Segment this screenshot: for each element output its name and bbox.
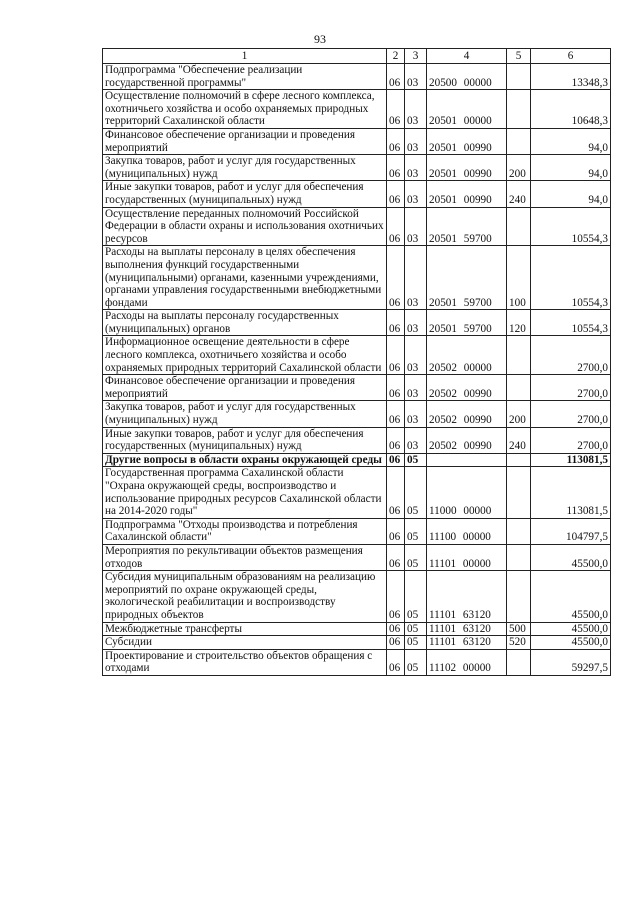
row-target-article: 20501 59700 — [427, 310, 507, 336]
row-expense-type: 200 — [507, 401, 531, 427]
row-target-article: 11101 63120 — [427, 622, 507, 636]
table-row — [103, 310, 611, 336]
row-name: Расходы на выплаты персоналу в целях обеспечения выполнения функций государственными (муниципальными) органами, казенными учреждениями, органами управления государственными внебюджетными фондами — [103, 246, 387, 310]
row-subsection-code: 03 — [405, 155, 427, 181]
row-section-code: 06 — [387, 155, 405, 181]
row-target-article: 11100 00000 — [427, 518, 507, 544]
row-section-code: 06 — [387, 64, 405, 90]
row-subsection-code: 03 — [405, 128, 427, 154]
row-section-code: 06 — [387, 427, 405, 453]
row-subsection-code: 03 — [405, 375, 427, 401]
row-amount: 10648,3 — [531, 90, 611, 129]
row-expense-type — [507, 518, 531, 544]
row-name: Осуществление переданных полномочий Российской Федерации в области охраны и использования охотничьих ресурсов — [103, 207, 387, 246]
row-section-code: 06 — [387, 544, 405, 570]
row-subsection-code: 05 — [405, 571, 427, 622]
table-row — [103, 401, 611, 427]
row-expense-type: 500 — [507, 622, 531, 636]
row-name: Закупка товаров, работ и услуг для государственных (муниципальных) нужд — [103, 155, 387, 181]
row-subsection-code: 05 — [405, 649, 427, 675]
table-row — [103, 544, 611, 570]
page-number: 93 — [314, 32, 326, 46]
row-target-article: 20501 59700 — [427, 246, 507, 310]
table-row — [103, 90, 611, 129]
row-name: Субсидии — [103, 636, 387, 650]
row-subsection-code: 05 — [405, 518, 427, 544]
row-target-article: 20500 00000 — [427, 64, 507, 90]
row-amount: 2700,0 — [531, 375, 611, 401]
row-amount: 45500,0 — [531, 544, 611, 570]
row-amount: 10554,3 — [531, 246, 611, 310]
row-section-code: 06 — [387, 90, 405, 129]
row-name: Другие вопросы в области охраны окружающей среды — [103, 453, 387, 467]
row-section-code: 06 — [387, 453, 405, 467]
row-subsection-code: 03 — [405, 207, 427, 246]
header-col-4: 4 — [427, 49, 507, 64]
row-section-code: 06 — [387, 128, 405, 154]
row-subsection-code: 03 — [405, 64, 427, 90]
row-amount: 10554,3 — [531, 207, 611, 246]
row-name: Государственная программа Сахалинской области "Охрана окружающей среды, воспроизводство и использование природных ресурсов Сахалинской области на 2014-2020 годы" — [103, 467, 387, 518]
row-section-code: 06 — [387, 375, 405, 401]
row-target-article: 11000 00000 — [427, 467, 507, 518]
table-row — [103, 453, 611, 467]
row-amount: 113081,5 — [531, 453, 611, 467]
row-expense-type — [507, 571, 531, 622]
row-section-code: 06 — [387, 467, 405, 518]
row-name: Межбюджетные трансферты — [103, 622, 387, 636]
header-col-3: 3 — [405, 49, 427, 64]
row-expense-type — [507, 453, 531, 467]
row-expense-type — [507, 128, 531, 154]
table-row — [103, 518, 611, 544]
table-row — [103, 181, 611, 207]
row-expense-type — [507, 90, 531, 129]
row-amount: 94,0 — [531, 128, 611, 154]
row-target-article: 11101 63120 — [427, 571, 507, 622]
budget-table — [102, 48, 611, 676]
table-row — [103, 64, 611, 90]
table-row — [103, 467, 611, 518]
table-header-row — [103, 49, 611, 64]
row-amount: 104797,5 — [531, 518, 611, 544]
row-expense-type — [507, 336, 531, 375]
row-section-code: 06 — [387, 649, 405, 675]
row-amount: 10554,3 — [531, 310, 611, 336]
header-col-2: 2 — [387, 49, 405, 64]
row-subsection-code: 05 — [405, 453, 427, 467]
row-target-article: 20501 59700 — [427, 207, 507, 246]
table-row — [103, 375, 611, 401]
row-expense-type — [507, 467, 531, 518]
row-subsection-code: 03 — [405, 310, 427, 336]
row-section-code: 06 — [387, 636, 405, 650]
table-row — [103, 649, 611, 675]
row-section-code: 06 — [387, 207, 405, 246]
table-row — [103, 207, 611, 246]
row-expense-type: 240 — [507, 181, 531, 207]
row-target-article: 20502 00000 — [427, 336, 507, 375]
row-amount: 113081,5 — [531, 467, 611, 518]
row-section-code: 06 — [387, 246, 405, 310]
table-row — [103, 155, 611, 181]
row-subsection-code: 03 — [405, 90, 427, 129]
row-expense-type: 520 — [507, 636, 531, 650]
table-row — [103, 427, 611, 453]
row-section-code: 06 — [387, 571, 405, 622]
row-section-code: 06 — [387, 518, 405, 544]
row-amount: 2700,0 — [531, 401, 611, 427]
row-subsection-code: 05 — [405, 467, 427, 518]
row-target-article: 11101 00000 — [427, 544, 507, 570]
row-subsection-code: 05 — [405, 544, 427, 570]
row-amount: 45500,0 — [531, 622, 611, 636]
row-expense-type — [507, 64, 531, 90]
row-amount: 59297,5 — [531, 649, 611, 675]
row-expense-type: 120 — [507, 310, 531, 336]
row-name: Проектирование и строительство объектов обращения с отходами — [103, 649, 387, 675]
row-target-article: 20502 00990 — [427, 427, 507, 453]
row-expense-type — [507, 375, 531, 401]
table-row — [103, 128, 611, 154]
header-col-6: 6 — [531, 49, 611, 64]
row-amount: 2700,0 — [531, 336, 611, 375]
row-target-article: 11101 63120 — [427, 636, 507, 650]
row-expense-type: 240 — [507, 427, 531, 453]
row-name: Мероприятия по рекультивации объектов размещения отходов — [103, 544, 387, 570]
header-col-1: 1 — [103, 49, 387, 64]
table-row — [103, 336, 611, 375]
row-section-code: 06 — [387, 336, 405, 375]
row-subsection-code: 05 — [405, 622, 427, 636]
row-subsection-code: 03 — [405, 181, 427, 207]
header-col-5: 5 — [507, 49, 531, 64]
row-name: Финансовое обеспечение организации и проведения мероприятий — [103, 375, 387, 401]
row-amount: 45500,0 — [531, 571, 611, 622]
table-row — [103, 246, 611, 310]
row-section-code: 06 — [387, 401, 405, 427]
row-target-article — [427, 453, 507, 467]
row-amount: 2700,0 — [531, 427, 611, 453]
row-target-article: 20502 00990 — [427, 375, 507, 401]
row-name: Подпрограмма "Обеспечение реализации государственной программы" — [103, 64, 387, 90]
row-target-article: 20501 00990 — [427, 181, 507, 207]
row-expense-type — [507, 544, 531, 570]
row-target-article: 20501 00000 — [427, 90, 507, 129]
row-amount: 13348,3 — [531, 64, 611, 90]
row-subsection-code: 03 — [405, 427, 427, 453]
row-amount: 94,0 — [531, 155, 611, 181]
row-name: Иные закупки товаров, работ и услуг для обеспечения государственных (муниципальных) нужд — [103, 427, 387, 453]
row-name: Закупка товаров, работ и услуг для государственных (муниципальных) нужд — [103, 401, 387, 427]
row-target-article: 11102 00000 — [427, 649, 507, 675]
row-expense-type: 100 — [507, 246, 531, 310]
row-target-article: 20501 00990 — [427, 128, 507, 154]
row-name: Иные закупки товаров, работ и услуг для обеспечения государственных (муниципальных) нужд — [103, 181, 387, 207]
row-subsection-code: 03 — [405, 401, 427, 427]
row-expense-type: 200 — [507, 155, 531, 181]
row-section-code: 06 — [387, 622, 405, 636]
row-name: Расходы на выплаты персоналу государственных (муниципальных) органов — [103, 310, 387, 336]
row-amount: 94,0 — [531, 181, 611, 207]
row-name: Информационное освещение деятельности в сфере лесного комплекса, охотничьего хозяйства и особо охраняемых природных территорий Сахалинской области — [103, 336, 387, 375]
row-target-article: 20502 00990 — [427, 401, 507, 427]
row-target-article: 20501 00990 — [427, 155, 507, 181]
row-amount: 45500,0 — [531, 636, 611, 650]
row-subsection-code: 03 — [405, 246, 427, 310]
table-row — [103, 571, 611, 622]
row-section-code: 06 — [387, 181, 405, 207]
row-expense-type — [507, 207, 531, 246]
row-expense-type — [507, 649, 531, 675]
row-name: Финансовое обеспечение организации и проведения мероприятий — [103, 128, 387, 154]
row-subsection-code: 03 — [405, 336, 427, 375]
table-row — [103, 622, 611, 636]
row-name: Осуществление полномочий в сфере лесного комплекса, охотничьего хозяйства и особо охраняемых природных территорий Сахалинской области — [103, 90, 387, 129]
row-name: Субсидия муниципальным образованиям на реализацию мероприятий по охране окружающей среды, экологической реабилитации и воспроизводству природных объектов — [103, 571, 387, 622]
row-name: Подпрограмма "Отходы производства и потребления Сахалинской области" — [103, 518, 387, 544]
row-subsection-code: 05 — [405, 636, 427, 650]
table-row — [103, 636, 611, 650]
row-section-code: 06 — [387, 310, 405, 336]
